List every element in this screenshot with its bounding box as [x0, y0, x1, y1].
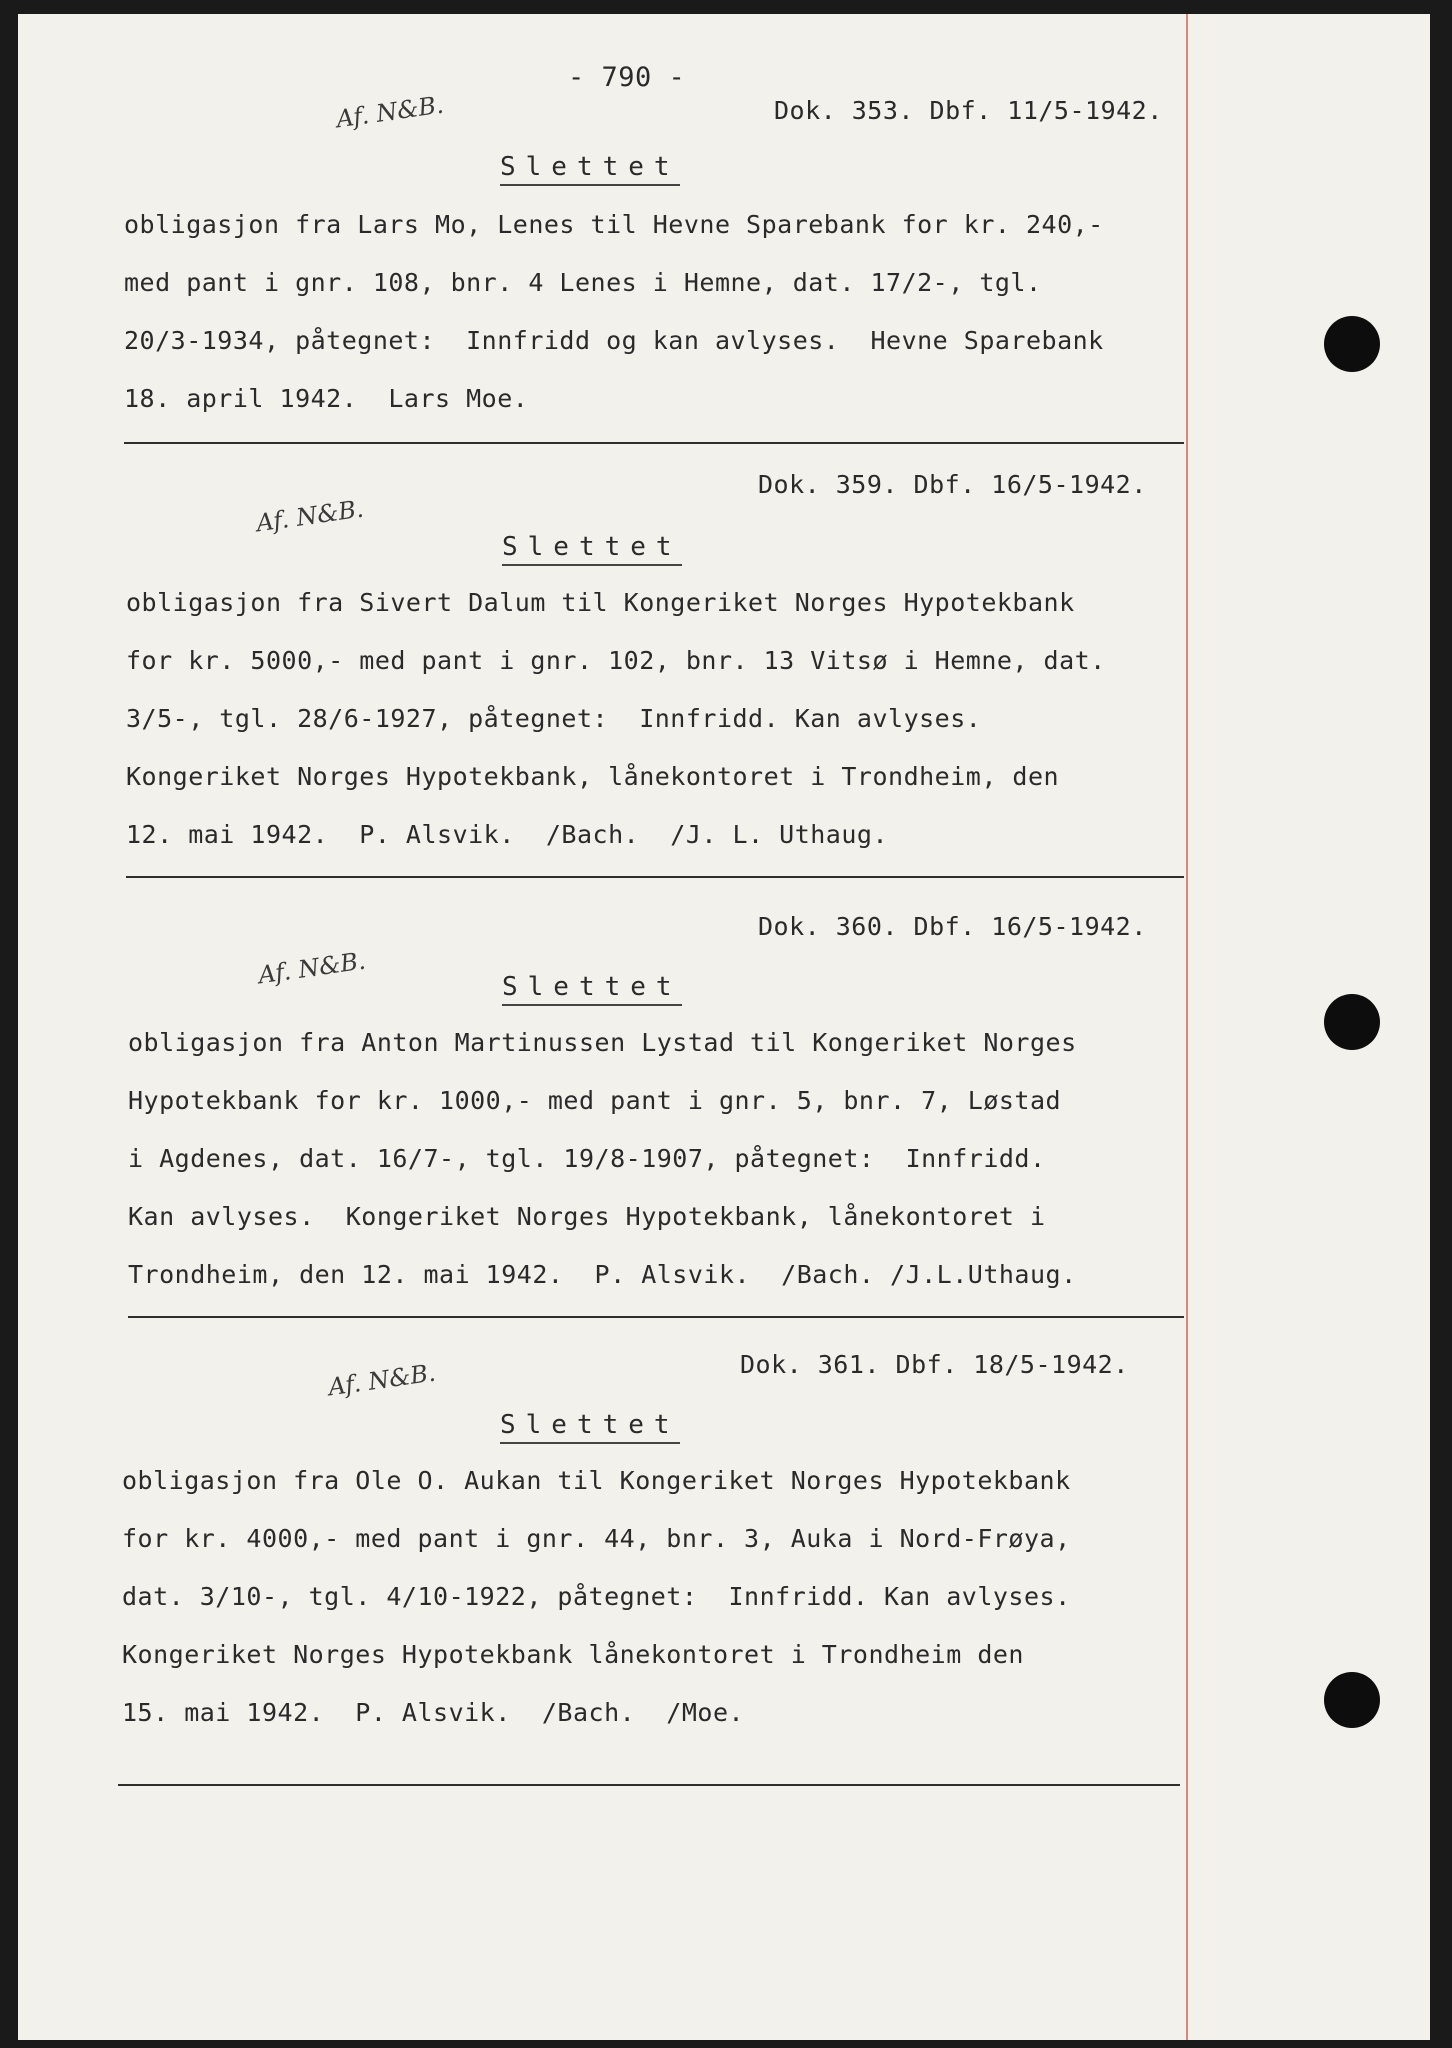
handwritten-note: Af. N&B. — [254, 494, 366, 538]
punch-hole — [1324, 994, 1380, 1050]
text-line: 3/5-, tgl. 28/6-1927, påtegnet: Innfridd. Kan avlyses. — [126, 704, 982, 733]
text-line: obligasjon fra Sivert Dalum til Kongeriket Norges Hypotekbank — [126, 588, 1075, 617]
text-line: dat. 3/10-, tgl. 4/10-1922, påtegnet: Innfridd. Kan avlyses. — [122, 1582, 1071, 1611]
text-line: Kongeriket Norges Hypotekbank lånekontoret i Trondheim den — [122, 1640, 1024, 1669]
entry-header: Dok. 360. Dbf. 16/5-1942. — [758, 912, 1147, 941]
entry-header: Dok. 353. Dbf. 11/5-1942. — [774, 96, 1163, 125]
text-line: 18. april 1942. Lars Moe. — [124, 384, 529, 413]
separator-rule — [126, 876, 1184, 878]
text-line: 12. mai 1942. P. Alsvik. /Bach. /J. L. Uthaug. — [126, 820, 889, 849]
text-line: 20/3-1934, påtegnet: Innfridd og kan avlyses. Hevne Sparebank — [124, 326, 1104, 355]
punch-hole — [1324, 316, 1380, 372]
text-line: obligasjon fra Ole O. Aukan til Kongeriket Norges Hypotekbank — [122, 1466, 1071, 1495]
entry-heading: Slettet — [502, 972, 682, 1006]
document-page — [18, 14, 1430, 2040]
entry-header: Dok. 359. Dbf. 16/5-1942. — [758, 470, 1147, 499]
page-number: - 790 - — [568, 62, 686, 93]
text-line: obligasjon fra Anton Martinussen Lystad til Kongeriket Norges — [128, 1028, 1077, 1057]
entry-heading: Slettet — [502, 532, 682, 566]
margin-line — [1186, 14, 1188, 2040]
text-line: Kan avlyses. Kongeriket Norges Hypotekbank, lånekontoret i — [128, 1202, 1046, 1231]
text-line: Trondheim, den 12. mai 1942. P. Alsvik. /Bach. /J.L.Uthaug. — [128, 1260, 1077, 1289]
handwritten-note: Af. N&B. — [256, 946, 368, 990]
text-line: med pant i gnr. 108, bnr. 4 Lenes i Hemne, dat. 17/2-, tgl. — [124, 268, 1042, 297]
handwritten-note: Af. N&B. — [334, 90, 446, 134]
text-line: obligasjon fra Lars Mo, Lenes til Hevne Sparebank for kr. 240,- — [124, 210, 1104, 239]
text-line: 15. mai 1942. P. Alsvik. /Bach. /Moe. — [122, 1698, 745, 1727]
text-line: i Agdenes, dat. 16/7-, tgl. 19/8-1907, påtegnet: Innfridd. — [128, 1144, 1046, 1173]
separator-rule — [118, 1784, 1180, 1786]
entry-heading: Slettet — [500, 152, 680, 186]
entry-heading: Slettet — [500, 1410, 680, 1444]
entry-header: Dok. 361. Dbf. 18/5-1942. — [740, 1350, 1129, 1379]
text-line: Hypotekbank for kr. 1000,- med pant i gnr. 5, bnr. 7, Løstad — [128, 1086, 1062, 1115]
text-line: for kr. 4000,- med pant i gnr. 44, bnr. 3, Auka i Nord-Frøya, — [122, 1524, 1071, 1553]
separator-rule — [124, 442, 1184, 444]
punch-hole — [1324, 1672, 1380, 1728]
separator-rule — [128, 1316, 1184, 1318]
handwritten-note: Af. N&B. — [326, 1358, 438, 1402]
text-line: Kongeriket Norges Hypotekbank, lånekontoret i Trondheim, den — [126, 762, 1060, 791]
text-line: for kr. 5000,- med pant i gnr. 102, bnr. 13 Vitsø i Hemne, dat. — [126, 646, 1106, 675]
